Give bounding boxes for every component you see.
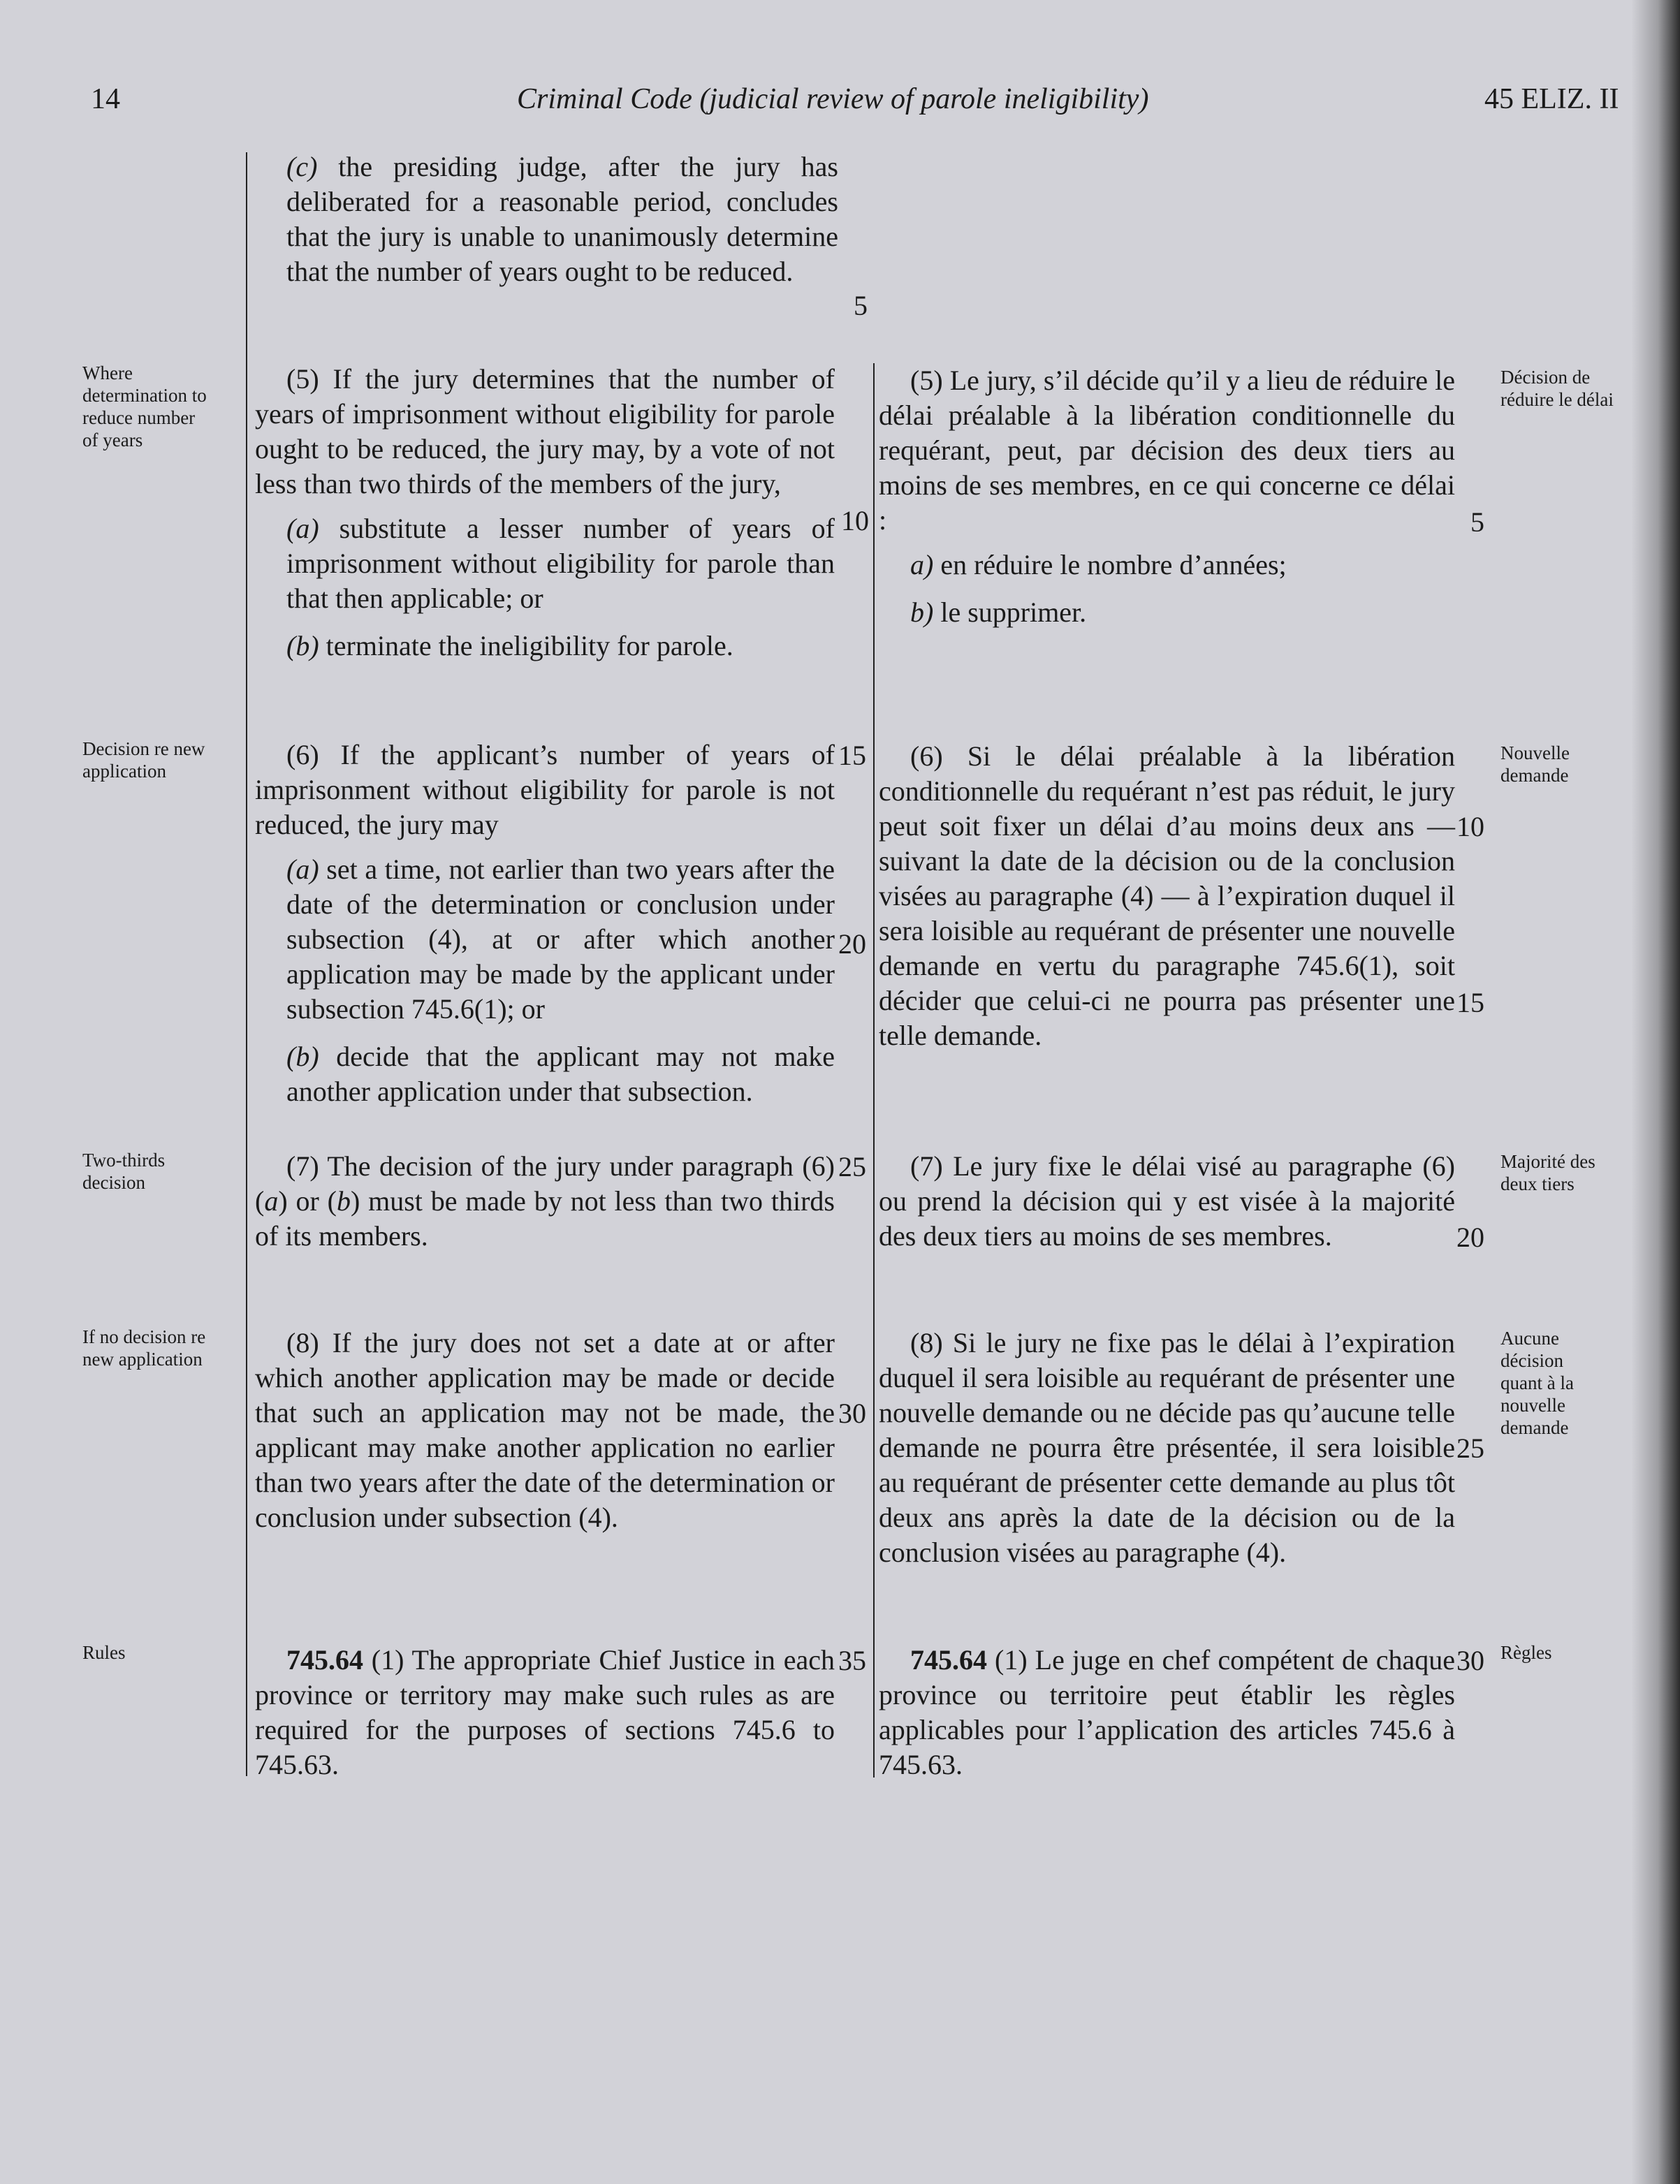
en-s6b-label: (b) (286, 1041, 319, 1072)
en-c-label: (c) (286, 151, 318, 182)
en-subsection-8 (255, 1326, 835, 1535)
line-number-fr: 25 (1456, 1432, 1484, 1464)
en-s7-text-1: (7) The decision of the jury under paragraph (6)( (255, 1150, 835, 1217)
en-c-text: the presiding judge, after the jury has deliberated for a reasonable period, concludes that the jury is unable to unanimously determine that the number of years ought to be reduced. (286, 151, 838, 287)
en-subsection-7 (255, 1149, 835, 1254)
en-subsection-5 (255, 362, 835, 676)
margin-note-fr-8: Aucune décision quant à la nouvelle demande (1500, 1328, 1574, 1438)
en-s5b-text: terminate the ineligibility for parole. (319, 630, 733, 661)
en-s7-text-3: ) must be made by not less than two thirds of its members. (255, 1185, 835, 1252)
en-section-number: 745.64 (286, 1644, 363, 1676)
fr-s6-text: (6) Si le délai préalable à la libération conditionnelle du requérant n’est pas réduit, le jury peut soit fixer un délai d’au moins deux ans — suivant la date de la décision ou de la conclusion visées au paragraphe (4) — à l’expiration duquel il sera loisible au requérant de présenter une nouvelle demande en vertu du paragraphe 745.6(1), soit décider que celui-ci ne pourra pas présenter une telle demande. (879, 740, 1455, 1051)
margin-note-fr-6: Nouvelle demande (1500, 742, 1570, 786)
en-subsection-6 (255, 738, 835, 1122)
fr-s5a-text: en réduire le nombre d’années; (933, 549, 1287, 580)
line-number-fr: 15 (1456, 987, 1484, 1018)
margin-note-en-5: Where determination to reduce number of years (82, 362, 207, 450)
fr-s745-64-text: (1) Le juge en chef compétent de chaque province ou territoire peut établir les règles applicables pour l’application des articles 745.6 à 745.63. (879, 1644, 1455, 1780)
line-number-fr: 5 (1470, 506, 1484, 538)
line-number-en: 30 (838, 1398, 866, 1429)
line-number-en: 15 (838, 740, 866, 771)
en-para-c (255, 149, 838, 289)
fr-s5b-label: b) (910, 596, 934, 628)
margin-note-fr-7: Majorité des deux tiers (1500, 1151, 1595, 1194)
en-s7-b: b (336, 1185, 351, 1217)
en-section-745-64 (255, 1643, 835, 1782)
en-s6a-text: set a time, not earlier than two years after the date of the determination or conclusion under subsection (4), at or after which another application may be made by the applicant under subsection 745.6(1); or (286, 853, 835, 1025)
line-number-en: 35 (838, 1645, 866, 1676)
en-s6-text: (6) If the applicant’s number of years of imprisonment without eligibility for parole is not reduced, the jury may (255, 739, 835, 840)
en-s5-text: (5) If the jury determines that the number of years of imprisonment without eligibility for parole ought to be reduced, the jury may, by a vote of not less than two thirds of the members of the jury, (255, 363, 835, 499)
fr-s5b-text: le supprimer. (933, 596, 1087, 628)
line-number-fr: 20 (1456, 1222, 1484, 1253)
column-rule-left (246, 152, 247, 1776)
line-number-fr: 30 (1456, 1645, 1484, 1676)
fr-s7-text: (7) Le jury fixe le délai visé au paragraphe (6) ou prend la décision qui y est visée à la majorité des deux tiers au moins de ses membres. (879, 1150, 1455, 1252)
en-s6a-label: (a) (286, 853, 319, 885)
line-number-en: 10 (841, 505, 869, 536)
en-s8-text: (8) If the jury does not set a date at or after which another application may be made or decide that such an application may not be made, the applicant may make another application no earlier than two years after the date of the determination or conclusion under subsection (4). (255, 1327, 835, 1533)
fr-subsection-7 (879, 1149, 1455, 1254)
line-number-en: 5 (854, 290, 868, 321)
fr-subsection-6 (879, 739, 1455, 1053)
binding-shadow (1631, 0, 1680, 2184)
fr-subsection-5 (879, 363, 1455, 643)
regnal-year: 45 ELIZ. II (1484, 83, 1619, 115)
fr-s8-text: (8) Si le jury ne fixe pas le délai à l’expiration duquel il sera loisible au requérant de présenter une nouvelle demande ou ne décide pas qu’aucune telle demande ne pourra être présentée, il sera loisible au requérant de présenter cette demande au plus tôt deux ans après la date de la décision ou de la conclusion visées au paragraphe (4). (879, 1327, 1455, 1568)
running-title: Criminal Code (judicial review of parole ineligibility) (517, 83, 1149, 115)
fr-section-number: 745.64 (910, 1644, 987, 1676)
en-s7-text-2: ) or ( (278, 1185, 337, 1217)
margin-note-en-8: If no decision re new application (82, 1326, 206, 1370)
en-s5a-label: (a) (286, 513, 319, 544)
margin-note-en-rules: Rules (82, 1642, 126, 1663)
margin-note-fr-5: Décision de réduire le délai (1500, 367, 1614, 410)
en-s5b-label: (b) (286, 630, 319, 661)
margin-note-en-6: Decision re new application (82, 738, 205, 782)
fr-s5a-label: a) (910, 549, 934, 580)
margin-note-fr-rules: Règles (1500, 1642, 1552, 1663)
fr-subsection-8 (879, 1326, 1455, 1570)
page-number: 14 (91, 83, 120, 115)
fr-section-745-64 (879, 1643, 1455, 1782)
line-number-fr: 10 (1456, 811, 1484, 842)
column-rule-middle (873, 363, 875, 1778)
en-s6b-text: decide that the applicant may not make another application under that subsection. (286, 1041, 835, 1107)
en-s5a-text: substitute a lesser number of years of imprisonment without eligibility for parole than that then applicable; or (286, 513, 835, 614)
line-number-en: 25 (838, 1151, 866, 1182)
en-s7-a: a (264, 1185, 279, 1217)
margin-note-en-7: Two-thirds decision (82, 1150, 166, 1193)
en-s745-64-text: (1) The appropriate Chief Justice in each province or territory may make such rules as are required for the purposes of sections 745.6 to 745.63. (255, 1644, 835, 1780)
line-number-en: 20 (838, 928, 866, 960)
fr-s5-text: (5) Le jury, s’il décide qu’il y a lieu de réduire le délai préalable à la libération conditionnelle du requérant, peut, par décision des deux tiers au moins de ses membres, en ce qui concerne ce délai : (879, 365, 1455, 536)
